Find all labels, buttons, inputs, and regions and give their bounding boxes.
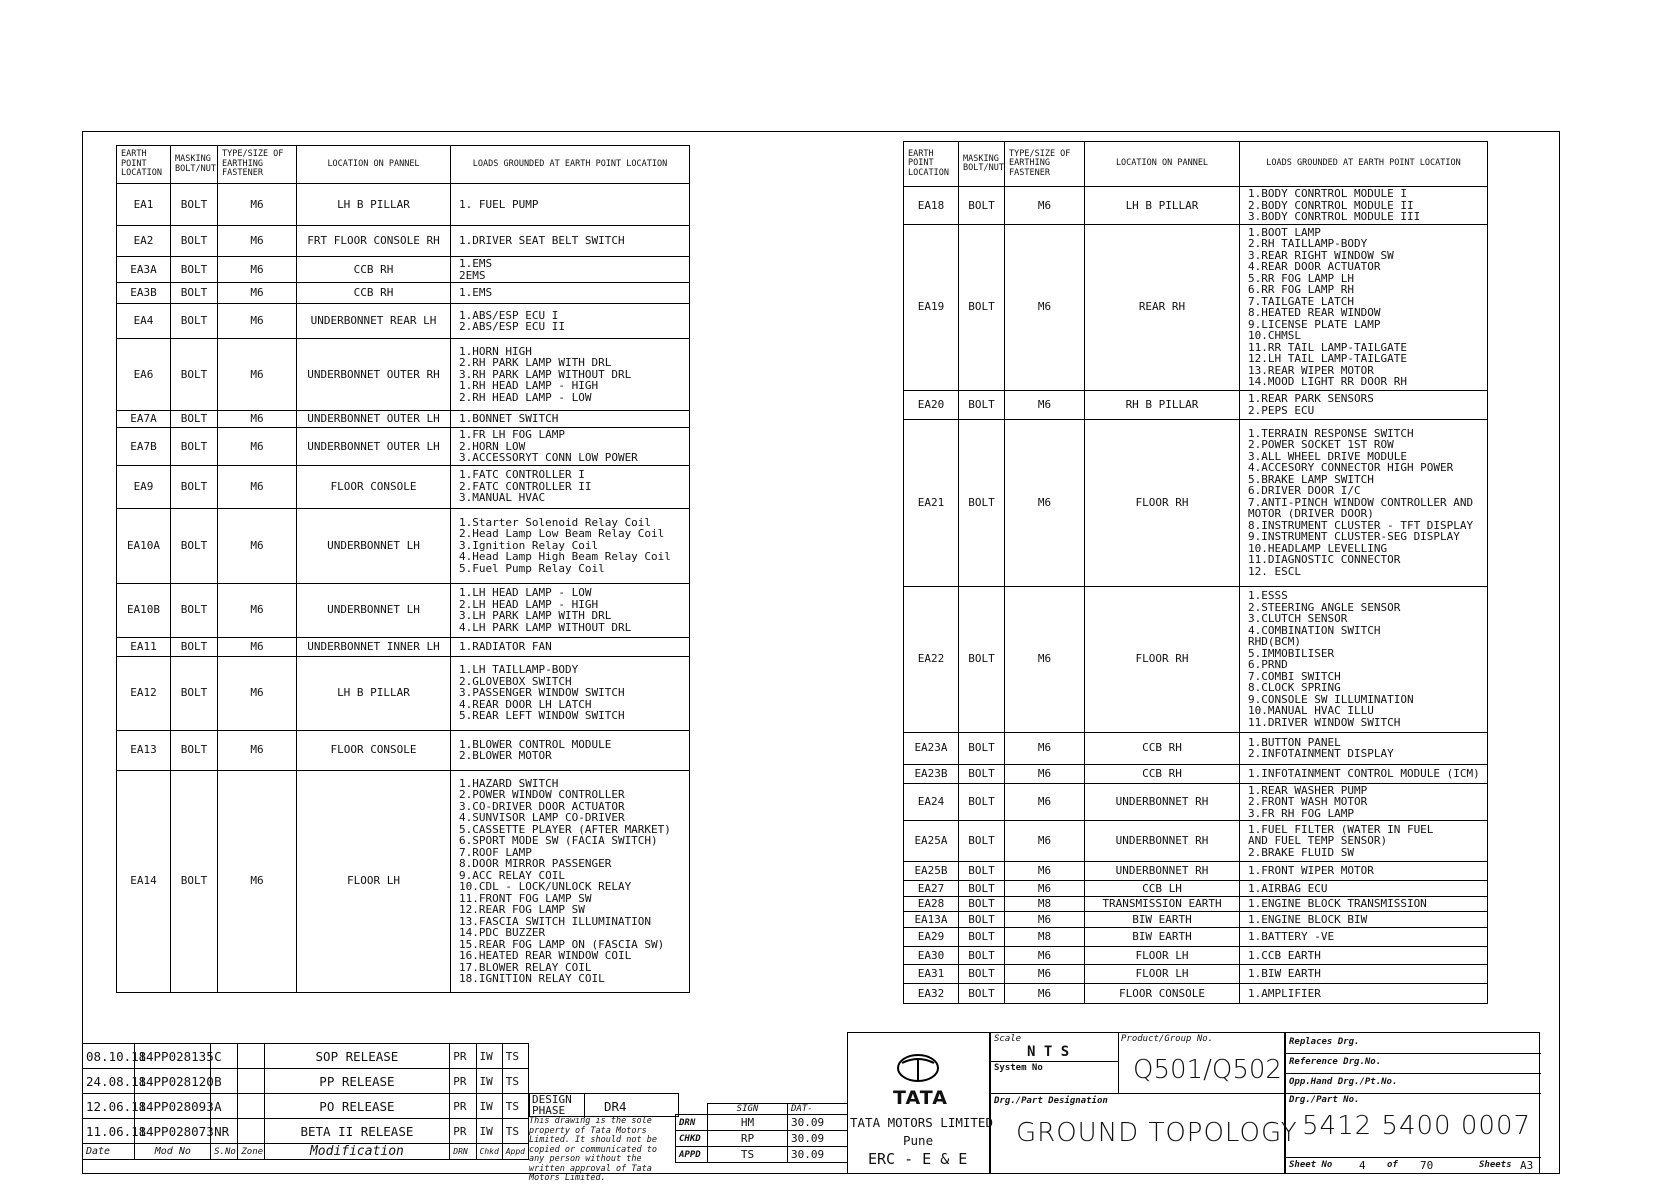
table-row [904,881,1488,897]
rev-header-date: Date [83,1144,135,1160]
rev-drn: PR [450,1094,476,1119]
rev-date: 12.06.18 [83,1094,135,1119]
sig-sign: TS [708,1147,788,1163]
system-no-label: System No [994,1063,1043,1073]
rev-drn: PR [450,1044,476,1069]
company-city: Pune [903,1133,934,1148]
location-cell: FRT FLOOR CONSOLE RH [297,226,451,257]
fastener-size-cell: M6 [1005,732,1085,764]
scale-label: Scale [994,1034,1022,1044]
loads-cell: 1.FRONT WIPER MOTOR [1240,862,1488,881]
table-row [904,821,1488,862]
sig-date: 30.09 [788,1147,848,1163]
fastener-size-cell: M6 [218,257,297,283]
designation-label: Drg./Part Designation [994,1096,1108,1106]
rev-modification: PP RELEASE [264,1069,450,1094]
fastener-size-cell: M6 [218,304,297,339]
location-cell: FLOOR LH [1085,947,1240,965]
sig-sign: HM [708,1115,788,1131]
rev-drn: PR [450,1069,476,1094]
table-row [904,965,1488,984]
masking-cell: BOLT [959,862,1005,881]
location-cell: UNDERBONNET RH [1085,821,1240,862]
fastener-size-cell: M6 [1005,821,1085,862]
table-row [117,583,690,637]
company-block [847,1032,993,1174]
rev-chkd: IW [476,1069,502,1094]
earth-point-cell: EA6 [117,339,171,411]
location-cell: UNDERBONNET LH [297,583,451,637]
masking-cell: BOLT [171,583,218,637]
earth-point-cell: EA25A [904,821,959,862]
fastener-size-cell: M6 [218,583,297,637]
sheet-of-label: of [1387,1160,1398,1170]
fastener-size-cell: M6 [1005,984,1085,1004]
fastener-size-cell: M6 [1005,419,1085,586]
masking-cell: BOLT [959,586,1005,732]
fastener-size-cell: M6 [1005,965,1085,984]
header-type-size: TYPE/SIZE OF EARTHING FASTENER [1005,142,1085,187]
header-loads: LOADS GROUNDED AT EARTH POINT LOCATION [451,146,690,184]
fastener-size-cell: M6 [1005,783,1085,821]
earth-point-cell: EA10A [117,508,171,583]
loads-cell: 1.ESSS 2.STEERING ANGLE SENSOR 3.CLUTCH SENSOR 4.COMBINATION SWITCH RHD(BCM) 5.IMMOBILISER 6.PRND 7.COMBI SWITCH 8.CLOCK SPRING 9.CONSOLE SW ILLUMINATION 10.MANUAL HVAC ILLU 11.DRIVER WINDOW SWITCH [1240,586,1488,732]
rev-drn: PR [450,1119,476,1144]
location-cell: FLOOR CONSOLE [297,465,451,508]
masking-cell: BOLT [959,912,1005,928]
table-row [904,764,1488,783]
design-phase-value: DR4 [604,1099,627,1114]
masking-cell: BOLT [959,897,1005,912]
table-row [904,732,1488,764]
earth-point-cell: EA9 [117,465,171,508]
earth-point-cell: EA11 [117,637,171,656]
masking-cell: BOLT [959,984,1005,1004]
location-cell: UNDERBONNET OUTER LH [297,411,451,428]
earth-point-cell: EA23A [904,732,959,764]
revision-row [83,1044,529,1069]
rev-header-zone: Zone [238,1144,264,1160]
fastener-size-cell: M8 [1005,897,1085,912]
earth-point-cell: EA30 [904,947,959,965]
tata-logo-icon [896,1053,940,1083]
earth-point-cell: EA7B [117,428,171,466]
table-row [904,187,1488,225]
header-earth-point: EARTH POINT LOCATION [904,142,959,187]
rev-mod-no: 14PP028073 [135,1119,211,1144]
location-cell: LH B PILLAR [297,184,451,226]
loads-cell: 1.FR LH FOG LAMP 2.HORN LOW 3.ACCESSORYT CONN LOW POWER [451,428,690,466]
fastener-size-cell: M6 [1005,586,1085,732]
sig-role: DRN [676,1115,708,1131]
location-cell: FLOOR RH [1085,419,1240,586]
loads-cell: 1.DRIVER SEAT BELT SWITCH [451,226,690,257]
masking-cell: BOLT [171,508,218,583]
designation-block [990,1032,1298,1174]
date-label: DAT- [788,1104,848,1115]
header-type-size: TYPE/SIZE OF EARTHING FASTENER [218,146,297,184]
location-cell: BIW EARTH [1085,912,1240,928]
earth-point-cell: EA20 [904,390,959,419]
masking-cell: BOLT [171,656,218,730]
loads-cell: 1.FATC CONTROLLER I 2.FATC CONTROLLER II 3.MANUAL HVAC [451,465,690,508]
location-cell: REAR RH [1085,224,1240,390]
loads-cell: 1.BODY CONRTROL MODULE I 2.BODY CONRTROL MODULE II 3.BODY CONRTROL MODULE III [1240,187,1488,225]
replaces-label: Replaces Drg. [1289,1037,1360,1047]
fastener-size-cell: M6 [218,508,297,583]
loads-cell: 1.HORN HIGH 2.RH PARK LAMP WITH DRL 3.RH PARK LAMP WITHOUT DRL 1.RH HEAD LAMP - HIGH 2.RH HEAD LAMP - LOW [451,339,690,411]
earth-point-cell: EA12 [117,656,171,730]
rev-modification: PO RELEASE [264,1094,450,1119]
earth-point-cell: EA24 [904,783,959,821]
signature-row [676,1115,848,1131]
header-earth-point: EARTH POINT LOCATION [117,146,171,184]
loads-cell: 1.RADIATOR FAN [451,637,690,656]
loads-cell: 1.LH TAILLAMP-BODY 2.GLOVEBOX SWITCH 3.PASSENGER WINDOW SWITCH 4.REAR DOOR LH LATCH 5.REAR LEFT WINDOW SWITCH [451,656,690,730]
table-row [117,283,690,304]
masking-cell: BOLT [959,783,1005,821]
fastener-size-cell: M6 [218,730,297,770]
table-row [117,257,690,283]
earth-point-cell: EA27 [904,881,959,897]
rev-modification: SOP RELEASE [264,1044,450,1069]
rev-appd: TS [502,1094,528,1119]
masking-cell: BOLT [171,283,218,304]
masking-cell: BOLT [959,390,1005,419]
fastener-size-cell: M6 [218,339,297,411]
sign-label: SIGN [708,1104,788,1115]
rev-chkd: IW [476,1044,502,1069]
loads-cell: 1.ENGINE BLOCK TRANSMISSION [1240,897,1488,912]
masking-cell: BOLT [171,730,218,770]
signature-row [676,1131,848,1147]
revision-row [83,1119,529,1144]
location-cell: UNDERBONNET RH [1085,783,1240,821]
rev-mod-no: 14PP028135 [135,1044,211,1069]
sig-date: 30.09 [788,1115,848,1131]
design-phase-label: DESIGN PHASE [532,1093,572,1117]
earth-point-cell: EA13A [904,912,959,928]
sig-date: 30.09 [788,1131,848,1147]
table-row [117,637,690,656]
sheet-total: 70 [1420,1159,1434,1172]
table-row [904,419,1488,586]
location-cell: UNDERBONNET INNER LH [297,637,451,656]
ownership-notice: This drawing is the sole property of Tata Motors Limited. It should not be copied or communicated to any person without the written approval of Tata Motors Limited. [529,1116,657,1183]
location-cell: UNDERBONNET RH [1085,862,1240,881]
masking-cell: BOLT [959,947,1005,965]
fastener-size-cell: M6 [1005,862,1085,881]
location-cell: FLOOR CONSOLE [1085,984,1240,1004]
header-masking: MASKING BOLT/NUT [959,142,1005,187]
fastener-size-cell: M6 [1005,912,1085,928]
earth-point-table-right [903,141,1488,1004]
sig-sign: RP [708,1131,788,1147]
rev-mod-no: 14PP028120 [135,1069,211,1094]
location-cell: LH B PILLAR [1085,187,1240,225]
opp-hand-label: Opp.Hand Drg./Pt.No. [1289,1077,1398,1087]
rev-header-sno: S.No [211,1144,238,1160]
masking-cell: BOLT [171,637,218,656]
earth-point-cell: EA3A [117,257,171,283]
table-row [117,304,690,339]
rev-sno: NR [211,1119,238,1144]
table-row [904,224,1488,390]
rev-mod-no: 14PP028093 [135,1094,211,1119]
loads-cell: 1.EMS 2EMS [451,257,690,283]
drawing-number-block [1285,1032,1540,1174]
masking-cell: BOLT [171,184,218,226]
earth-point-cell: EA3B [117,283,171,304]
loads-cell: 1.FUEL FILTER (WATER IN FUEL AND FUEL TEMP SENSOR) 2.BRAKE FLUID SW [1240,821,1488,862]
sheet-label: Sheet No [1289,1160,1333,1170]
table-row [117,508,690,583]
scale-value: N T S [1027,1044,1070,1060]
earth-point-cell: EA10B [117,583,171,637]
location-cell: CCB LH [1085,881,1240,897]
earth-point-cell: EA23B [904,764,959,783]
earth-point-cell: EA13 [117,730,171,770]
rev-chkd: IW [476,1094,502,1119]
location-cell: BIW EARTH [1085,928,1240,947]
table-row [904,783,1488,821]
table-row [117,339,690,411]
fastener-size-cell: M6 [218,226,297,257]
rev-header-chkd: Chkd [476,1144,502,1160]
part-no-value: 5412 5400 0007 [1302,1111,1532,1141]
loads-cell: 1.Starter Solenoid Relay Coil 2.Head Lamp Low Beam Relay Coil 3.Ignition Relay Coil 4.Head Lamp High Beam Relay Coil 5.Fuel Pump Relay Coil [451,508,690,583]
fastener-size-cell: M6 [1005,187,1085,225]
earth-point-cell: EA7A [117,411,171,428]
loads-cell: 1.AMPLIFIER [1240,984,1488,1004]
rev-appd: TS [502,1119,528,1144]
loads-cell: 1.AIRBAG ECU [1240,881,1488,897]
masking-cell: BOLT [171,770,218,992]
rev-appd: TS [502,1044,528,1069]
fastener-size-cell: M6 [218,465,297,508]
rev-header-drn: DRN [450,1144,476,1160]
location-cell: CCB RH [297,283,451,304]
location-cell: FLOOR LH [1085,965,1240,984]
part-no-label: Drg./Part No. [1289,1095,1360,1105]
loads-cell: 1.CCB EARTH [1240,947,1488,965]
loads-cell: 1.ABS/ESP ECU I 2.ABS/ESP ECU II [451,304,690,339]
earth-point-cell: EA31 [904,965,959,984]
design-phase-box [529,1093,679,1117]
earth-point-cell: EA4 [117,304,171,339]
location-cell: CCB RH [1085,732,1240,764]
loads-cell: 1.INFOTAINMENT CONTROL MODULE (ICM) [1240,764,1488,783]
masking-cell: BOLT [959,187,1005,225]
masking-cell: BOLT [959,881,1005,897]
reference-label: Reference Drg.No. [1289,1057,1382,1067]
masking-cell: BOLT [171,304,218,339]
rev-modification: BETA II RELEASE [264,1119,450,1144]
table-row [117,411,690,428]
location-cell: FLOOR CONSOLE [297,730,451,770]
table-row [904,947,1488,965]
earth-point-cell: EA1 [117,184,171,226]
masking-cell: BOLT [171,465,218,508]
header-loads: LOADS GROUNDED AT EARTH POINT LOCATION [1240,142,1488,187]
earth-point-cell: EA25B [904,862,959,881]
fastener-size-cell: M6 [218,770,297,992]
loads-cell: 1.BUTTON PANEL 2.INFOTAINMENT DISPLAY [1240,732,1488,764]
company-dept: ERC - E & E [868,1150,968,1168]
tata-wordmark: TATA [893,1087,948,1109]
rev-sno: C [211,1044,238,1069]
fastener-size-cell: M8 [1005,928,1085,947]
table-row [904,912,1488,928]
revision-row [83,1069,529,1094]
rev-header-mod: Mod No [135,1144,211,1160]
loads-cell: 1.REAR WASHER PUMP 2.FRONT WASH MOTOR 3.FR RH FOG LAMP [1240,783,1488,821]
rev-zone [238,1094,264,1119]
masking-cell: BOLT [959,764,1005,783]
earth-point-cell: EA19 [904,224,959,390]
table-row [117,428,690,466]
fastener-size-cell: M6 [218,637,297,656]
fastener-size-cell: M6 [1005,764,1085,783]
loads-cell: 1.BATTERY -VE [1240,928,1488,947]
rev-zone [238,1044,264,1069]
loads-cell: 1.HAZARD SWITCH 2.POWER WINDOW CONTROLLER 3.CO-DRIVER DOOR ACTUATOR 4.SUNVISOR LAMP CO-DRIVER 5.CASSETTE PLAYER (AFTER MARKET) 6.SPORT MODE SW (FACIA SWITCH) 7.ROOF LAMP 8.DOOR MIRROR PASSENGER 9.ACC RELAY COIL 10.CDL - LOCK/UNLOCK RELAY 11.FRONT FOG LAMP SW 12.REAR FOG LAMP SW 13.FASCIA SWITCH ILLUMINATION 14.PDC BUZZER 15.REAR FOG LAMP ON (FASCIA SW) 16.HEATED REAR WINDOW COIL 17.BLOWER RELAY COIL 18.IGNITION RELAY COIL [451,770,690,992]
designation-value: GROUND TOPOLOGY [1016,1118,1298,1148]
rev-header-modification: Modification [264,1144,450,1160]
loads-cell: 1.BIW EARTH [1240,965,1488,984]
fastener-size-cell: M6 [218,656,297,730]
table-row [904,928,1488,947]
location-cell: UNDERBONNET OUTER RH [297,339,451,411]
fastener-size-cell: M6 [1005,390,1085,419]
sheet-number: 4 [1359,1159,1366,1172]
fastener-size-cell: M6 [218,283,297,304]
loads-cell: 1.BLOWER CONTROL MODULE 2.BLOWER MOTOR [451,730,690,770]
table-row [117,465,690,508]
location-cell: FLOOR LH [297,770,451,992]
rev-date: 08.10.18 [83,1044,135,1069]
masking-cell: BOLT [171,339,218,411]
masking-cell: BOLT [959,928,1005,947]
sheet-size: A3 [1520,1159,1534,1172]
masking-cell: BOLT [171,428,218,466]
table-row [117,184,690,226]
masking-cell: BOLT [171,226,218,257]
earth-point-cell: EA14 [117,770,171,992]
signature-table [675,1103,848,1163]
location-cell: CCB RH [297,257,451,283]
masking-cell: BOLT [959,419,1005,586]
masking-cell: BOLT [171,257,218,283]
table-row [904,897,1488,912]
table-row [117,770,690,992]
earth-point-cell: EA32 [904,984,959,1004]
location-cell: UNDERBONNET LH [297,508,451,583]
table-row [117,226,690,257]
loads-cell: 1.ENGINE BLOCK BIW [1240,912,1488,928]
location-cell: LH B PILLAR [297,656,451,730]
masking-cell: BOLT [959,821,1005,862]
table-row [904,862,1488,881]
location-cell: UNDERBONNET OUTER LH [297,428,451,466]
company-name: TATA MOTORS LIMITED [850,1115,993,1130]
earth-point-cell: EA2 [117,226,171,257]
earth-point-cell: EA28 [904,897,959,912]
table-row [904,586,1488,732]
earth-point-cell: EA21 [904,419,959,586]
masking-cell: BOLT [171,411,218,428]
product-group-label: Product/Group No. [1121,1034,1214,1044]
fastener-size-cell: M6 [218,411,297,428]
location-cell: CCB RH [1085,764,1240,783]
sheets-label: Sheets [1479,1160,1512,1170]
header-masking: MASKING BOLT/NUT [171,146,218,184]
rev-sno: B [211,1069,238,1094]
header-location: LOCATION ON PANNEL [1085,142,1240,187]
table-row [904,984,1488,1004]
table-row [904,390,1488,419]
location-cell: FLOOR RH [1085,586,1240,732]
earth-point-cell: EA18 [904,187,959,225]
rev-header-appd: Appd [502,1144,528,1160]
loads-cell: 1.BOOT LAMP 2.RH TAILLAMP-BODY 3.REAR RIGHT WINDOW SW 4.REAR DOOR ACTUATOR 5.RR FOG LAMP LH 6.RR FOG LAMP RH 7.TAILGATE LATCH 8.HEATED REAR WINDOW 9.LICENSE PLATE LAMP 10.CHMSL 11.RR TAIL LAMP-TAILGATE 12.LH TAIL LAMP-TAILGATE 13.REAR WIPER MOTOR 14.MOOD LIGHT RR DOOR RH [1240,224,1488,390]
loads-cell: 1.TERRAIN RESPONSE SWITCH 2.POWER SOCKET 1ST ROW 3.ALL WHEEL DRIVE MODULE 4.ACCESORY CONNECTOR HIGH POWER 5.BRAKE LAMP SWITCH 6.DRIVER DOOR I/C 7.ANTI-PINCH WINDOW CONTROLLER AND MOTOR (DRIVER DOOR) 8.INSTRUMENT CLUSTER - TFT DISPLAY 9.INSTRUMENT CLUSTER-SEG DISPLAY 10.HEADLAMP LEVELLING 11.DIAGNOSTIC CONNECTOR 12. ESCL [1240,419,1488,586]
loads-cell: 1.EMS [451,283,690,304]
fastener-size-cell: M6 [1005,881,1085,897]
signature-row [676,1147,848,1163]
table-row [117,730,690,770]
rev-zone [238,1119,264,1144]
revision-row [83,1094,529,1119]
rev-appd: TS [502,1069,528,1094]
loads-cell: 1.BONNET SWITCH [451,411,690,428]
fastener-size-cell: M6 [1005,224,1085,390]
loads-cell: 1.LH HEAD LAMP - LOW 2.LH HEAD LAMP - HIGH 3.LH PARK LAMP WITH DRL 4.LH PARK LAMP WITHOUT DRL [451,583,690,637]
fastener-size-cell: M6 [218,184,297,226]
loads-cell: 1.REAR PARK SENSORS 2.PEPS ECU [1240,390,1488,419]
fastener-size-cell: M6 [1005,947,1085,965]
earth-point-table-left [116,145,690,993]
rev-date: 24.08.18 [83,1069,135,1094]
rev-chkd: IW [476,1119,502,1144]
rev-date: 11.06.18 [83,1119,135,1144]
header-location: LOCATION ON PANNEL [297,146,451,184]
rev-zone [238,1069,264,1094]
masking-cell: BOLT [959,965,1005,984]
table-row [117,656,690,730]
product-group-value: Q501/Q502 [1133,1055,1282,1085]
loads-cell: 1. FUEL PUMP [451,184,690,226]
location-cell: TRANSMISSION EARTH [1085,897,1240,912]
masking-cell: BOLT [959,224,1005,390]
earth-point-cell: EA29 [904,928,959,947]
location-cell: UNDERBONNET REAR LH [297,304,451,339]
rev-sno: A [211,1094,238,1119]
masking-cell: BOLT [959,732,1005,764]
revision-table [82,1043,529,1160]
earth-point-cell: EA22 [904,586,959,732]
sig-role: CHKD [676,1131,708,1147]
fastener-size-cell: M6 [218,428,297,466]
sig-role: APPD [676,1147,708,1163]
location-cell: RH B PILLAR [1085,390,1240,419]
